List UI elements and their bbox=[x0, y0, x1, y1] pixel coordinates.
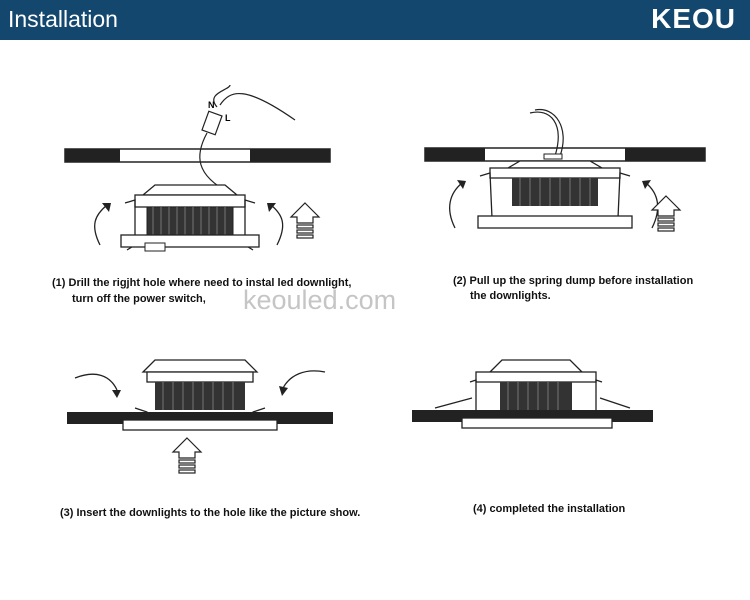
step-3-illustration bbox=[65, 350, 335, 490]
header-bar bbox=[0, 0, 750, 40]
wire-label-n: N bbox=[208, 100, 215, 110]
watermark: keouled.com bbox=[243, 285, 397, 315]
step-1-caption-line1: (1) Drill the rigjht hole where need to instal led downlight, bbox=[52, 277, 352, 289]
page-title: Installation bbox=[8, 6, 118, 32]
step-1-illustration bbox=[55, 85, 340, 265]
step-2-illustration bbox=[420, 108, 710, 248]
brand-logo: KEOU bbox=[651, 3, 736, 34]
step-1-caption-line2: turn off the power switch, bbox=[72, 293, 206, 305]
step-3-caption: (3) Insert the downlights to the hole like the picture show. bbox=[60, 507, 361, 519]
step-2-caption-line2: the downlights. bbox=[470, 290, 551, 302]
wire-label-l: L bbox=[225, 113, 231, 123]
step-4-illustration bbox=[410, 350, 655, 450]
step-2-caption-line1: (2) Pull up the spring dump before installation bbox=[453, 275, 694, 287]
step-4-caption: (4) completed the installation bbox=[473, 503, 626, 515]
